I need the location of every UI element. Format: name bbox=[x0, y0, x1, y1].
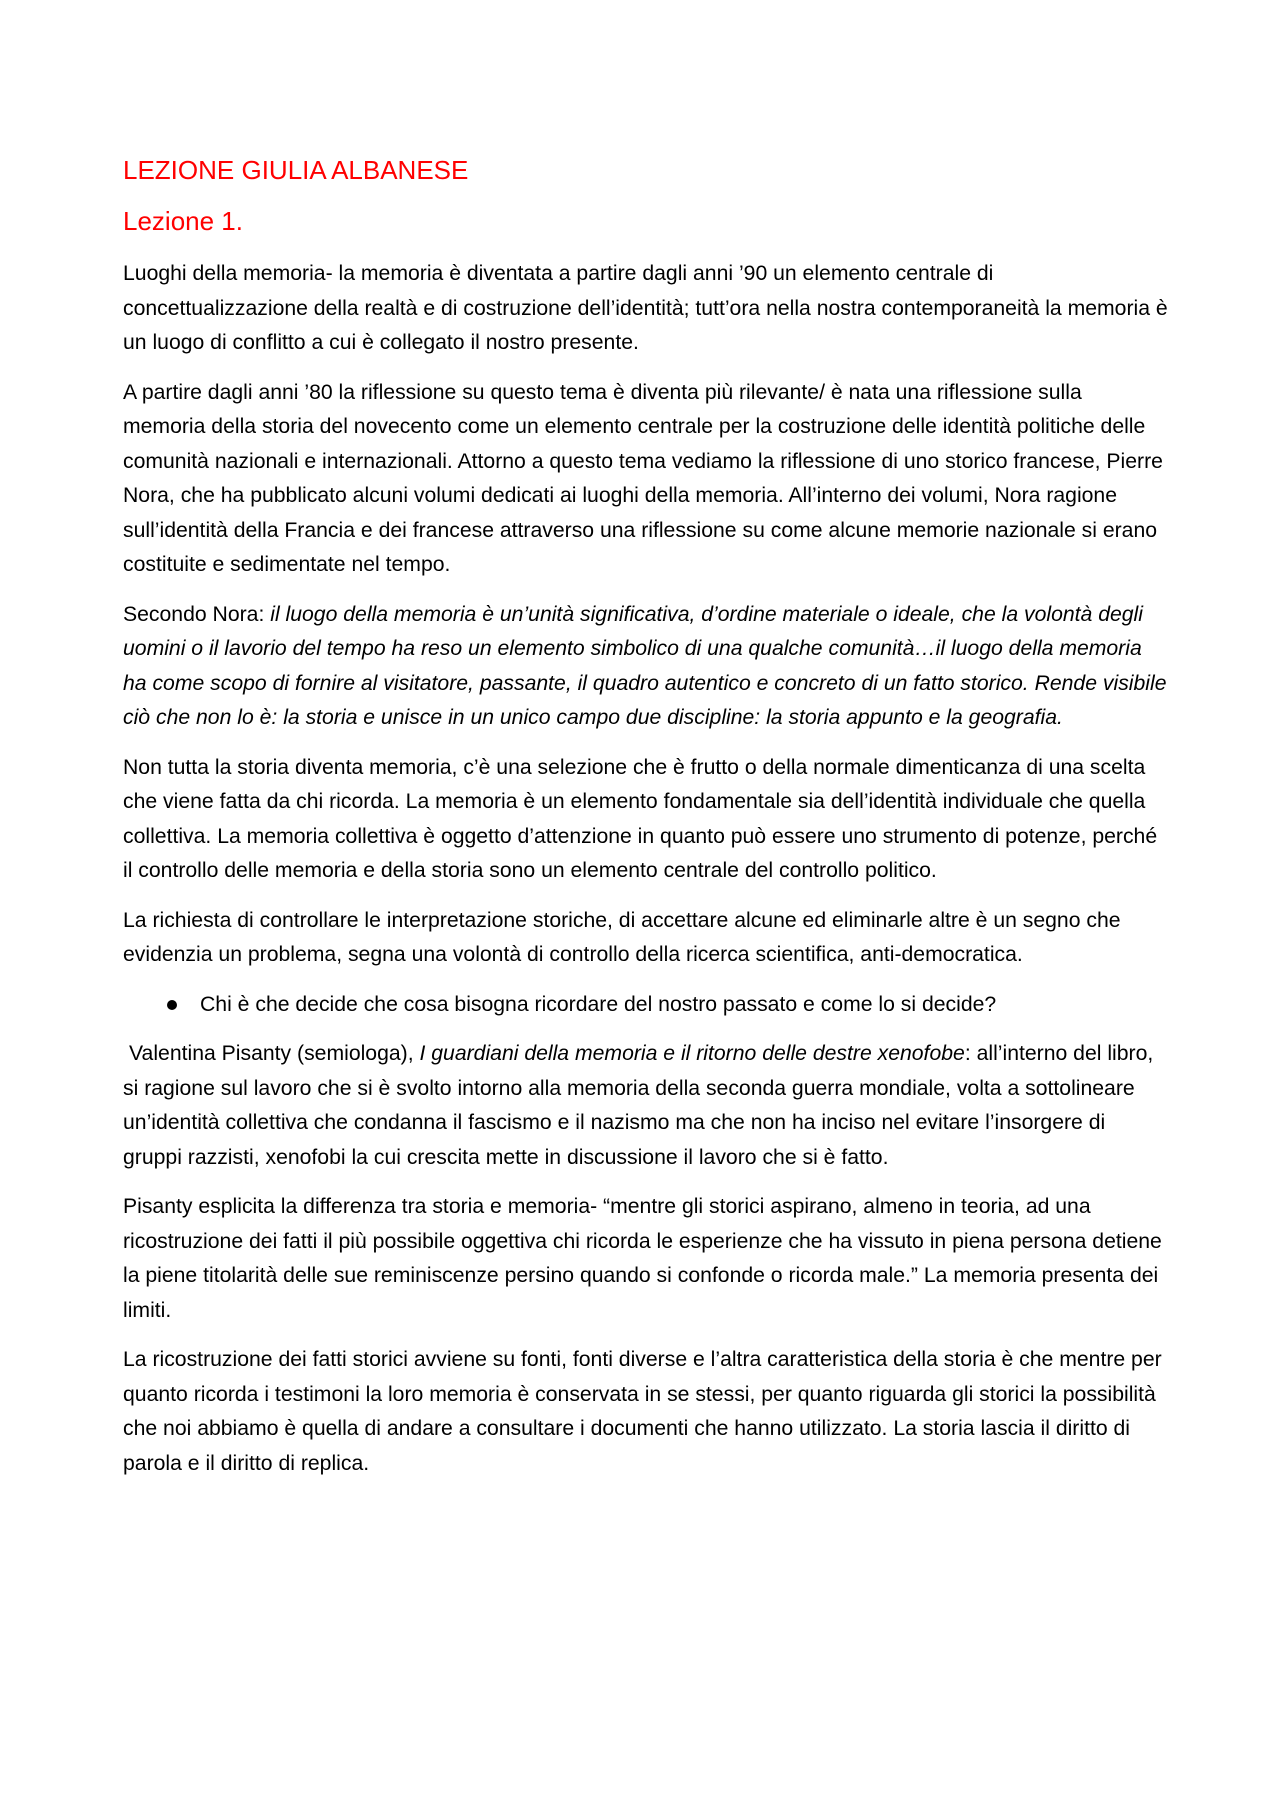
bullet-text: Chi è che decide che cosa bisogna ricordare del nostro passato e come lo si decide? bbox=[200, 992, 997, 1016]
paragraph-nora-quote bbox=[123, 598, 1168, 736]
book-title: I guardiani della memoria e il ritorno delle destre xenofobe bbox=[419, 1042, 965, 1065]
nora-quote: il luogo della memoria è un’unità significativa, d’ordine materiale o ideale, che la volontà degli uomini o il lavorio del tempo ha reso un elemento simbolico di una qualche comunità…il luogo della memoria ha come scopo di fornire al visitatore, passante, il quadro autentico e concreto di un fatto storico. Rende visibile ciò che non lo è: la storia e unisce in un unico campo due discipline: la storia appunto e la geografia. bbox=[123, 602, 1167, 729]
paragraph-history-vs-memory: Pisanty esplicita la differenza tra storia e memoria- “mentre gli storici aspirano, almeno in teoria, ad una ricostruzione dei fatti il più possibile oggettiva chi ricorda le esperienze che ha vissuto in piena persona detiene la piene titolarità delle sue reminiscenze persino quando si confonde o ricorda male.” La memoria presenta dei limiti. bbox=[123, 1195, 1162, 1322]
pisanty-rest: : all’interno del libro, si ragione sul lavoro che si è svolto intorno alla memoria della seconda guerra mondiale, volta a sottolineare un’identità collettiva che condanna il fascismo e il nazismo ma che non ha inciso nel evitare l’insorgere di gruppi razzisti, xenofobi la cui crescita mette in discussione il lavoro che si è fatto. bbox=[123, 1042, 1154, 1169]
paragraph-intro: Luoghi della memoria- la memoria è diventata a partire dagli anni ’90 un elemento centrale di concettualizzazione della realtà e di costruzione dell’identità; tutt’ora nella nostra contemporaneità la memoria è un luogo di conflitto a cui è collegato il nostro presente. bbox=[123, 262, 1168, 354]
bullet-list bbox=[123, 988, 1168, 1023]
pisanty-lead: Valentina Pisanty (semiologa), bbox=[129, 1042, 420, 1065]
paragraph-nora-context: A partire dagli anni ’80 la riflessione su questo tema è diventa più rilevante/ è nata una riflessione sulla memoria della storia del novecento come un elemento centrale per la costruzione delle identità politiche delle comunità nazionali e internazionali. Attorno a questo tema vediamo la riflessione di uno storico francese, Pierre Nora, che ha pubblicato alcuni volumi dedicati ai luoghi della memoria. All’interno dei volumi, Nora ragione sull’identità della Francia e dei francese attraverso una riflessione su come alcune memorie nazionale si erano costituite e sedimentate nel tempo. bbox=[123, 380, 1163, 576]
bullet-icon bbox=[167, 1000, 177, 1010]
paragraph-sources: La ricostruzione dei fatti storici avviene su fonti, fonti diverse e l’altra caratteristica della storia è che mentre per quanto ricorda i testimoni la loro memoria è conservata in se stessi, per quanto riguarda gli storici la possibilità che noi abbiamo è quella di andare a consultare i documenti che hanno utilizzato. La storia lascia il diritto di parola e il diritto di replica. bbox=[123, 1348, 1162, 1475]
paragraph-selection: Non tutta la storia diventa memoria, c’è una selezione che è frutto o della normale dimenticanza di una scelta che viene fatta da chi ricorda. La memoria è un elemento fondamentale sia dell’identità individuale che quella collettiva. La memoria collettiva è oggetto d’attenzione in quanto può essere uno strumento di potenze, perché il controllo delle memoria e della storia sono un elemento centrale del controllo politico. bbox=[123, 755, 1158, 882]
list-item bbox=[123, 988, 1168, 1023]
paragraph-control: La richiesta di controllare le interpretazione storiche, di accettare alcune ed eliminarle altre è un segno che evidenzia un problema, segna una volontà di controllo della ricerca scientifica, anti-democratica. bbox=[123, 908, 1121, 966]
paragraph-pisanty-book bbox=[123, 1037, 1168, 1175]
lesson-heading: Lezione 1. bbox=[123, 206, 243, 236]
document-body bbox=[123, 152, 1168, 1496]
document-title: LEZIONE GIULIA ALBANESE bbox=[123, 155, 469, 185]
quote-lead: Secondo Nora: bbox=[123, 602, 271, 626]
